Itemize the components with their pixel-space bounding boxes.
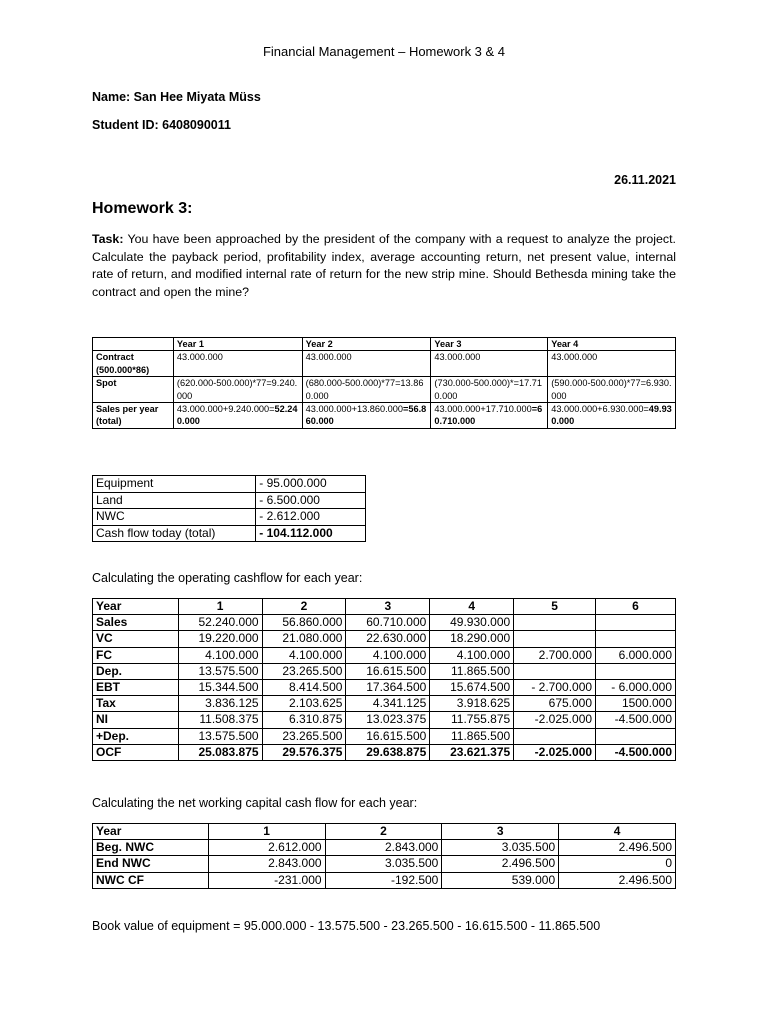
row-label: End NWC: [93, 856, 209, 872]
row-label: VC: [93, 631, 179, 647]
sum-result: =60.710.000: [434, 404, 543, 427]
table-cell: 6.000.000: [596, 647, 676, 663]
table-cell: 3.918.625: [430, 696, 514, 712]
table-cell: 3.836.125: [178, 696, 262, 712]
table-cell: 2.700.000: [514, 647, 596, 663]
table-cell: 1500.000: [596, 696, 676, 712]
table-cell: [514, 728, 596, 744]
table-cell: [431, 403, 548, 429]
table-header-cell: [93, 338, 174, 351]
cashflow-today-table: [92, 475, 366, 542]
row-label: Spot: [93, 377, 174, 403]
table-cell: [596, 663, 676, 679]
table-cell: - 6.000.000: [596, 680, 676, 696]
table-header-row: [93, 599, 676, 615]
sum-result: 52.240.000: [176, 404, 298, 427]
table-cell: 2.612.000: [208, 840, 325, 856]
table-cell: 13.575.500: [178, 728, 262, 744]
table-cell: 43.000.000: [431, 351, 548, 377]
table-cell: 43.000.000: [302, 351, 431, 377]
table-row: [93, 744, 676, 760]
table-cell: 13.575.500: [178, 663, 262, 679]
table-row: [93, 712, 676, 728]
table-row: [93, 351, 676, 377]
table-cell: -2.025.000: [514, 712, 596, 728]
table-row: [93, 680, 676, 696]
table-cell: [596, 631, 676, 647]
table-row: [93, 663, 676, 679]
task-label: Task:: [92, 232, 124, 246]
table-cell: 52.240.000: [178, 615, 262, 631]
table-header-cell: Year 1: [173, 338, 302, 351]
table-row: [93, 509, 366, 526]
table-cell: (730.000-500.000)*=17.710.000: [431, 377, 548, 403]
nwc-caption: Calculating the net working capital cash flow for each year:: [92, 796, 418, 810]
table-cell: 4.100.000: [346, 647, 430, 663]
student-id: Student ID: 6408090011: [92, 118, 231, 132]
sum-expression: 43.000.000+17.710.000: [434, 404, 532, 415]
table-row: [93, 856, 676, 872]
row-label: OCF: [93, 744, 179, 760]
table-cell: -2.025.000: [514, 744, 596, 760]
table-cell: 43.000.000: [548, 351, 676, 377]
table-cell: 25.083.875: [178, 744, 262, 760]
table-row: [93, 696, 676, 712]
sum-expression: 43.000.000+6.930.000=: [551, 404, 649, 415]
table-cell: 56.860.000: [262, 615, 346, 631]
table-cell: 17.364.500: [346, 680, 430, 696]
table-cell: (590.000-500.000)*77=6.930.000: [548, 377, 676, 403]
table-row: [93, 615, 676, 631]
table-cell: -4.500.000: [596, 744, 676, 760]
table-cell: 13.023.375: [346, 712, 430, 728]
row-label: Equipment: [93, 476, 256, 493]
table-cell: [514, 615, 596, 631]
table-cell: (680.000-500.000)*77=13.860.000: [302, 377, 431, 403]
row-label: Beg. NWC: [93, 840, 209, 856]
nwc-table: [92, 823, 676, 889]
homework-heading: Homework 3:: [92, 200, 193, 217]
table-header-cell: Year 3: [431, 338, 548, 351]
table-cell: - 104.112.000: [256, 525, 366, 542]
table-header-cell: 6: [596, 599, 676, 615]
table-header-cell: Year: [93, 599, 179, 615]
row-label: NI: [93, 712, 179, 728]
table-cell: - 2.612.000: [256, 509, 366, 526]
table-cell: 11.755.875: [430, 712, 514, 728]
table-cell: 3.035.500: [325, 856, 442, 872]
table-cell: 22.630.000: [346, 631, 430, 647]
row-label: Tax: [93, 696, 179, 712]
table-cell: 8.414.500: [262, 680, 346, 696]
table-header-cell: Year 2: [302, 338, 431, 351]
table-cell: 16.615.500: [346, 663, 430, 679]
table-header-cell: Year: [93, 824, 209, 840]
table-cell: 21.080.000: [262, 631, 346, 647]
table-cell: [173, 403, 302, 429]
table-cell: -4.500.000: [596, 712, 676, 728]
table-row: [93, 728, 676, 744]
table-cell: 15.344.500: [178, 680, 262, 696]
table-cell: 539.000: [442, 872, 559, 888]
table-row: [93, 403, 676, 429]
table-cell: 11.508.375: [178, 712, 262, 728]
table-cell: 0: [559, 856, 676, 872]
sum-expression: 43.000.000+9.240.000=: [176, 404, 275, 415]
table-row: [93, 377, 676, 403]
table-cell: 18.290.000: [430, 631, 514, 647]
table-cell: - 2.700.000: [514, 680, 596, 696]
table-cell: 4.100.000: [178, 647, 262, 663]
table-cell: 29.638.875: [346, 744, 430, 760]
row-label: Contract (500.000*86): [93, 351, 174, 377]
table-cell: 15.674.500: [430, 680, 514, 696]
table-cell: 4.100.000: [430, 647, 514, 663]
table-cell: 29.576.375: [262, 744, 346, 760]
ocf-caption: Calculating the operating cashflow for each year:: [92, 571, 363, 585]
table-cell: -231.000: [208, 872, 325, 888]
row-label: Dep.: [93, 663, 179, 679]
table-header-cell: 5: [514, 599, 596, 615]
table-cell: (620.000-500.000)*77=9.240.000: [173, 377, 302, 403]
ocf-table: [92, 598, 676, 761]
table-cell: 23.265.500: [262, 663, 346, 679]
table-cell: 2.496.500: [442, 856, 559, 872]
student-name: Name: San Hee Miyata Müss: [92, 90, 261, 104]
row-label: NWC CF: [93, 872, 209, 888]
table-row: [93, 476, 366, 493]
table-row: [93, 338, 676, 351]
document-title: Financial Management – Homework 3 & 4: [262, 44, 506, 59]
table-cell: 2.496.500: [559, 872, 676, 888]
table-cell: [548, 403, 676, 429]
table-cell: 2.843.000: [325, 840, 442, 856]
table-cell: 23.265.500: [262, 728, 346, 744]
table-row: [93, 525, 366, 542]
sum-expression: 43.000.000+13.860.000: [305, 404, 404, 415]
row-label: NWC: [93, 509, 256, 526]
document-date: 26.11.2021: [614, 173, 676, 187]
table-cell: 4.341.125: [346, 696, 430, 712]
table-cell: [596, 615, 676, 631]
table-cell: 675.000: [514, 696, 596, 712]
table-cell: - 6.500.000: [256, 492, 366, 509]
table-header-cell: 2: [262, 599, 346, 615]
row-label: Cash flow today (total): [93, 525, 256, 542]
task-text: You have been approached by the president of the company with a request to analyze the project. Calculate the payback period, profitability index, average accounting return, net present value, internal rate of return, and modified internal rate of return for the new strip mine. Should Bethesda mining take the contract and open the mine?: [92, 232, 676, 299]
table-header-cell: 3: [346, 599, 430, 615]
table-header-row: [93, 824, 676, 840]
row-label: Land: [93, 492, 256, 509]
table-header-cell: 1: [208, 824, 325, 840]
task-paragraph: [92, 231, 676, 301]
table-header-cell: 2: [325, 824, 442, 840]
sum-result: 49.930.000: [551, 404, 672, 427]
table-cell: 4.100.000: [262, 647, 346, 663]
table-cell: 16.615.500: [346, 728, 430, 744]
table-cell: 2.843.000: [208, 856, 325, 872]
table-row: [93, 492, 366, 509]
table-row: [93, 872, 676, 888]
row-label: +Dep.: [93, 728, 179, 744]
table-cell: [514, 631, 596, 647]
row-label: Sales: [93, 615, 179, 631]
sales-table: [92, 337, 676, 429]
row-label: Sales per year (total): [93, 403, 174, 429]
row-label: FC: [93, 647, 179, 663]
table-cell: 2.496.500: [559, 840, 676, 856]
table-cell: 19.220.000: [178, 631, 262, 647]
table-cell: -192.500: [325, 872, 442, 888]
row-label: EBT: [93, 680, 179, 696]
table-cell: 11.865.500: [430, 728, 514, 744]
table-cell: 60.710.000: [346, 615, 430, 631]
table-cell: [596, 728, 676, 744]
table-row: [93, 631, 676, 647]
table-header-cell: 1: [178, 599, 262, 615]
table-cell: 2.103.625: [262, 696, 346, 712]
table-cell: 6.310.875: [262, 712, 346, 728]
table-cell: 49.930.000: [430, 615, 514, 631]
table-row: [93, 840, 676, 856]
table-header-cell: 3: [442, 824, 559, 840]
table-cell: [514, 663, 596, 679]
table-header-cell: Year 4: [548, 338, 676, 351]
table-header-cell: 4: [559, 824, 676, 840]
table-cell: 3.035.500: [442, 840, 559, 856]
book-value-line: Book value of equipment = 95.000.000 - 13.575.500 - 23.265.500 - 16.615.500 - 11.865.500: [92, 919, 601, 933]
table-cell: - 95.000.000: [256, 476, 366, 493]
table-row: [93, 647, 676, 663]
table-header-cell: 4: [430, 599, 514, 615]
sum-result: =56.860.000: [305, 404, 427, 427]
table-cell: 23.621.375: [430, 744, 514, 760]
table-cell: 43.000.000: [173, 351, 302, 377]
table-cell: 11.865.500: [430, 663, 514, 679]
table-cell: [302, 403, 431, 429]
